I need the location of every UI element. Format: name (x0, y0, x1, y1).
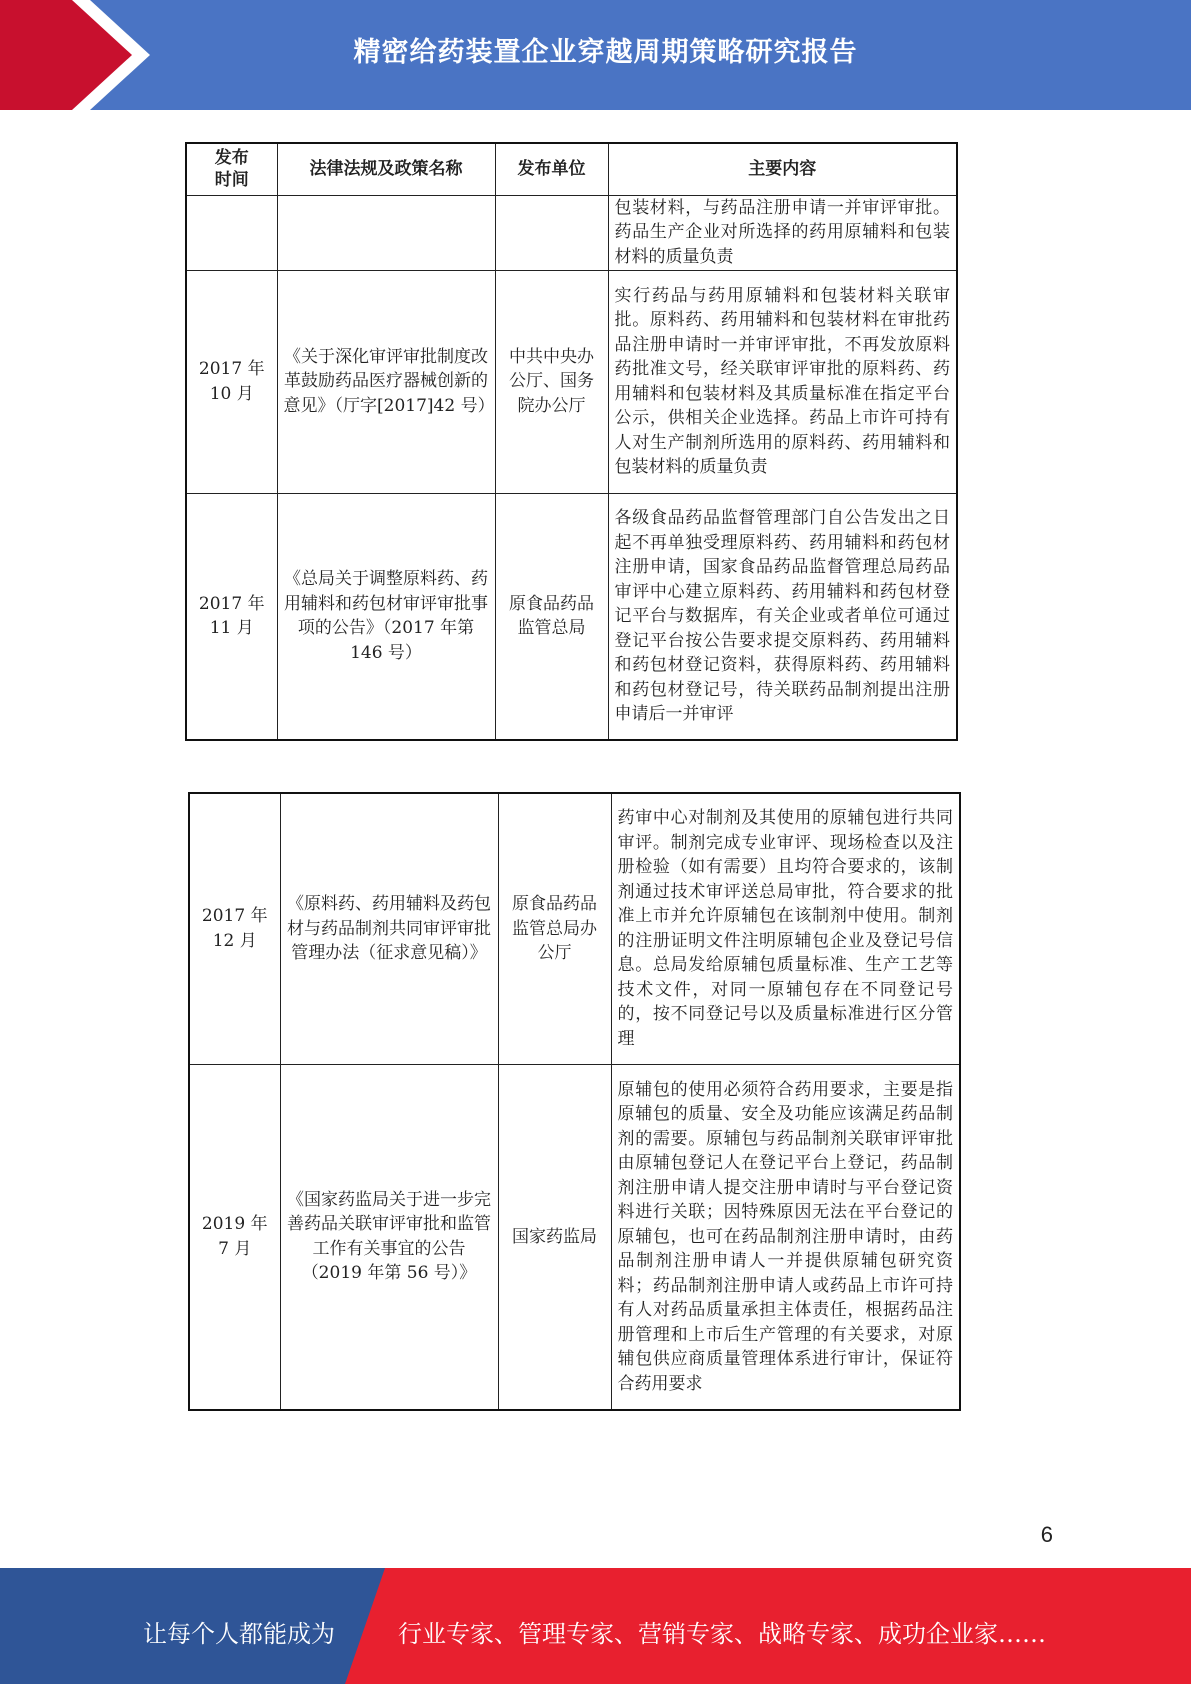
cell-date: 2017 年 11 月 (186, 493, 277, 740)
cell-content: 药审中心对制剂及其使用的原辅包进行共同审评。制剂完成专业审评、现场检查以及注册检验（如有需要）且均符合要求的，该制剂通过技术审评送总局审批，符合要求的批准上市并允许原辅包在该制剂中使用。制剂的注册证明文件注明原辅包企业及登记号信息。总局发给原辅包质量标准、生产工艺等技术文件，对同一原辅包存在不同登记号的，按不同登记号以及质量标准进行区分管理 (611, 793, 960, 1064)
header-issuer: 发布单位 (495, 143, 608, 195)
cell-title: 《原料药、药用辅料及药包材与药品制剂共同审评审批管理办法（征求意见稿）》 (280, 793, 498, 1064)
cell-issuer: 国家药监局 (498, 1064, 611, 1410)
header-title: 法律法规及政策名称 (277, 143, 495, 195)
cell-date: 2019 年 7 月 (189, 1064, 280, 1410)
report-title: 精密给药装置企业穿越周期策略研究报告 (353, 37, 858, 68)
cell-content: 包装材料，与药品注册申请一并审评审批。药品生产企业对所选择的药用原辅料和包装材料的质量负责 (608, 195, 957, 270)
table-row (189, 793, 960, 1064)
footer-slogan-left: 让每个人都能成为 (143, 1620, 335, 1648)
table-row (186, 270, 957, 493)
cell-issuer (495, 195, 608, 270)
cell-date: 2017 年 10 月 (186, 270, 277, 493)
table-row (186, 195, 957, 270)
table-row (189, 1064, 960, 1410)
header-date: 发布时间 (186, 143, 277, 195)
page-number: 6 (1040, 1522, 1053, 1547)
policy-table-part2 (188, 792, 961, 1411)
page-header (0, 0, 1191, 110)
cell-issuer: 原食品药品监管总局 (495, 493, 608, 740)
table-header-row (186, 143, 957, 195)
cell-date (186, 195, 277, 270)
cell-date: 2017 年 12 月 (189, 793, 280, 1064)
cell-issuer: 原食品药品监管总局办公厅 (498, 793, 611, 1064)
table-row (186, 493, 957, 740)
cell-content: 原辅包的使用必须符合药用要求，主要是指原辅包的质量、安全及功能应该满足药品制剂的需要。原辅包与药品制剂关联审评审批由原辅包登记人在登记平台上登记，药品制剂注册申请人提交注册申请时与平台登记资料进行关联；因特殊原因无法在平台登记的原辅包，也可在药品制剂注册申请时，由药品制剂注册申请人一并提供原辅包研究资料；药品制剂注册申请人或药品上市许可持有人对药品质量承担主体责任，根据药品注册管理和上市后生产管理的有关要求，对原辅包供应商质量管理体系进行审计，保证符合药用要求 (611, 1064, 960, 1410)
cell-content: 实行药品与药用原辅料和包装材料关联审批。原料药、药用辅料和包装材料在审批药品注册申请时一并审评审批，不再发放原料药批准文号，经关联审评审批的原料药、药用辅料和包装材料及其质量标准在指定平台公示，供相关企业选择。药品上市许可持有人对生产制剂所选用的原料药、药用辅料和包装材料的质量负责 (608, 270, 957, 493)
cell-issuer: 中共中央办公厅、国务院办公厅 (495, 270, 608, 493)
cell-content: 各级食品药品监督管理部门自公告发出之日起不再单独受理原料药、药用辅料和药包材注册申请，国家食品药品监督管理总局药品审评中心建立原料药、药用辅料和药包材登记平台与数据库，有关企业或者单位可通过登记平台按公告要求提交原料药、药用辅料和药包材登记资料，获得原料药、药用辅料和药包材登记号，待关联药品制剂提出注册申请后一并审评 (608, 493, 957, 740)
cell-title: 《关于深化审评审批制度改革鼓励药品医疗器械创新的意见》（厅字[2017]42 号） (277, 270, 495, 493)
cell-title: 《国家药监局关于进一步完善药品关联审评审批和监管工作有关事宜的公告（2019 年第 56 号）》 (280, 1064, 498, 1410)
footer-slogan-right: 行业专家、管理专家、营销专家、战略专家、成功企业家…… (398, 1620, 1046, 1648)
cell-title: 《总局关于调整原料药、药用辅料和药包材审评审批事项的公告》（2017 年第 146 号） (277, 493, 495, 740)
policy-table-part1 (185, 142, 958, 741)
header-content: 主要内容 (608, 143, 957, 195)
cell-title (277, 195, 495, 270)
